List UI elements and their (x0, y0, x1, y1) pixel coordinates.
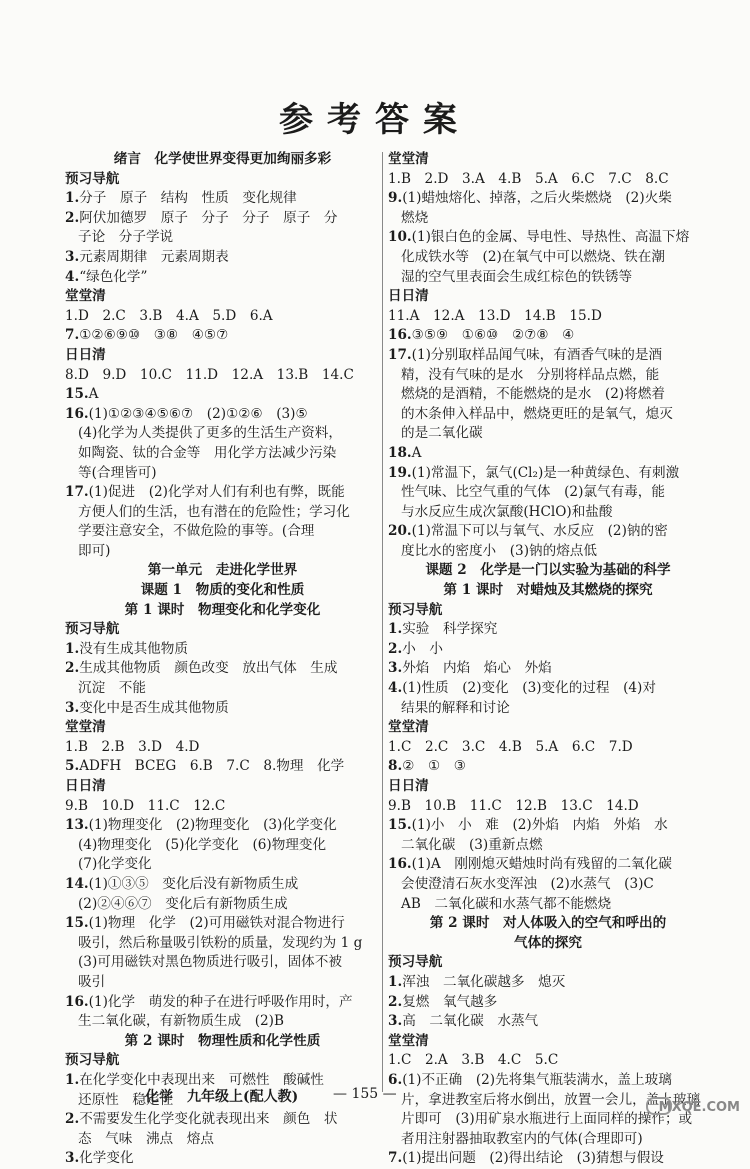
answer-text: (1)①②③④⑤⑥⑦ (2)①②⑥ (3)⑤ (88, 405, 308, 422)
question-number: 15. (65, 915, 89, 932)
answer-text: 第 1 课时 对蜡烛及其燃烧的探究 (443, 582, 653, 599)
answer-text: (1)蜡烛熔化、掉落，之后火柴燃烧 (2)火柴 (402, 190, 672, 207)
answer-text: 燃烧 (401, 209, 429, 226)
page-title: 参考答案 (279, 100, 471, 140)
answer-line (65, 522, 380, 542)
answer-text: (1)促进 (2)化学对人们有利也有弊，既能 (88, 484, 345, 501)
answer-line (65, 659, 380, 679)
answer-text: “绿色化学” (79, 268, 148, 285)
answer-text: 预习导航 (388, 601, 443, 618)
question-number: 2. (65, 660, 80, 677)
question-number: 16. (388, 856, 412, 873)
answer-line (388, 895, 708, 915)
question-number: 17. (388, 346, 412, 363)
question-number: 7. (65, 327, 80, 344)
subsection-label (388, 718, 708, 738)
answer-text: 化成铁水等 (2)在氧气中可以燃烧、铁在潮 (401, 248, 665, 265)
question-number: 4. (388, 680, 403, 697)
question-number: 8. (388, 758, 403, 775)
answer-line (65, 757, 380, 777)
answer-text: 结果的解释和讨论 (401, 699, 510, 716)
answer-text: 8.D 9.D 10.C 11.D 12.A 13.B 14.C (65, 366, 354, 383)
answer-line (65, 738, 380, 758)
answer-text: 湿的空气里表面会生成红棕色的铁锈等 (401, 268, 633, 285)
answer-line (388, 875, 708, 895)
subsection-label (65, 777, 380, 797)
answer-line (65, 1130, 380, 1150)
answer-text: (7)化学变化 (78, 856, 152, 873)
answer-text: 1.B 2.B 3.D 4.D (65, 738, 200, 755)
answer-line (388, 346, 708, 366)
answer-text: 即可) (78, 542, 111, 559)
answer-text: 方便人们的生活，也有潜在的危险性；学习化 (78, 503, 350, 520)
answer-line (65, 934, 380, 954)
answer-line (388, 738, 708, 758)
answer-line (65, 326, 380, 346)
answer-line (388, 659, 708, 679)
answer-line (388, 189, 708, 209)
subsection-label (388, 1032, 708, 1052)
answer-text: 的木条伸入样品中，燃烧更旺的是氧气，熄灭 (401, 405, 673, 422)
answer-text: 堂堂清 (65, 719, 106, 736)
answer-text: 堂堂清 (388, 151, 429, 167)
answer-line (388, 366, 708, 386)
answer-text: 课题 1 物质的变化和性质 (140, 582, 305, 599)
answer-text: 沉淀 不能 (78, 680, 146, 697)
answer-line (65, 797, 380, 817)
answer-line (388, 444, 708, 464)
answer-line (65, 1012, 380, 1032)
answer-text: 预习导航 (65, 170, 120, 187)
answer-text: (4)化学为人类提供了更多的生活生产资料， (78, 425, 342, 442)
answer-text: 态 气味 沸点 熔点 (78, 1130, 214, 1147)
answer-line (388, 405, 708, 425)
answer-text: ADFH BCEG 6.B 7.C 8.物理 化学 (79, 758, 345, 775)
answer-line (65, 385, 380, 405)
question-number: 3. (388, 660, 403, 677)
question-number: 6. (388, 1071, 403, 1088)
question-number: 1. (65, 1071, 80, 1088)
question-number: 20. (388, 523, 412, 540)
answer-line (65, 424, 380, 444)
answer-line (388, 699, 708, 719)
answer-text: 性气味、比空气重的气体 (2)氯气有毒，能 (401, 484, 665, 501)
subsection-label (65, 346, 380, 366)
question-number: 1. (65, 190, 80, 207)
answer-line (388, 1071, 708, 1091)
answer-text: (1)①③⑤ 变化后没有新物质生成 (88, 875, 299, 892)
answer-text: AB 二氧化碳和水蒸气都不能燃烧 (401, 895, 612, 912)
answer-text: 11.A 12.A 13.D 14.B 15.D (388, 307, 602, 324)
question-number: 10. (388, 229, 412, 246)
answer-text: (3)可用磁铁对黑色物质进行吸引，固体不被 (78, 954, 342, 971)
answer-text: 预习导航 (65, 621, 120, 638)
answer-text: 分子 原子 结构 性质 变化规律 (79, 190, 297, 207)
answer-text: (1)常温下，氯气(Cl₂)是一种黄绿色、有刺激 (411, 464, 680, 481)
answer-text: 片，拿进教室后将水倒出，放置一会儿，盖上玻璃 (401, 1091, 701, 1108)
subsection-label (65, 287, 380, 307)
answer-text: (1)提出问题 (2)得出结论 (3)猜想与假设 (402, 1150, 664, 1167)
answer-text: 第一单元 走进化学世界 (147, 562, 298, 579)
subsection-label (388, 150, 708, 170)
answer-text: (1)分别取样品闻气味，有酒香气味的是酒 (411, 346, 663, 363)
answer-text: (4)物理变化 (5)化学变化 (6)物理变化 (78, 836, 327, 853)
question-number: 3. (65, 1150, 80, 1167)
answer-text: (1)小 小 难 (2)外焰 内焰 外焰 水 (411, 817, 668, 834)
answer-line (388, 326, 708, 346)
answer-text: 预习导航 (388, 954, 443, 971)
answer-text: 第 2 课时 对人体吸入的空气和呼出的 (429, 915, 667, 932)
question-number: 17. (65, 484, 89, 501)
answer-text: 精，没有气味的是水 分别将样品点燃，能 (401, 366, 660, 383)
question-number: 1. (65, 640, 80, 657)
answer-text: 子论 分子学说 (78, 229, 174, 246)
answer-line (388, 1012, 708, 1032)
answer-line (388, 503, 708, 523)
question-number: 18. (388, 444, 412, 461)
answer-text: 变化中是否生成其他物质 (79, 699, 229, 716)
answer-line (388, 424, 708, 444)
answer-line (388, 228, 708, 248)
answer-line (388, 385, 708, 405)
answer-line (65, 444, 380, 464)
answer-line (388, 209, 708, 229)
answer-text: (1)常温下可以与氧气、水反应 (2)钠的密 (411, 523, 668, 540)
subsection-label (388, 601, 708, 621)
answer-line (388, 464, 708, 484)
answer-line (65, 1110, 380, 1130)
question-number: 16. (388, 327, 412, 344)
answer-text: 日日清 (388, 288, 429, 305)
question-number: 1. (388, 973, 403, 990)
answer-text: 外焰 内焰 焰心 外焰 (402, 660, 552, 677)
answer-text: 日日清 (65, 778, 106, 794)
section-heading (65, 1032, 380, 1052)
answer-line (388, 640, 708, 660)
section-heading (65, 601, 380, 621)
answer-line (65, 366, 380, 386)
section-heading (388, 561, 708, 581)
answer-line (65, 1149, 380, 1169)
answer-text: 1.D 2.C 3.B 4.A 5.D 6.A (65, 307, 273, 324)
answer-text: 阿伏加德罗 原子 分子 分子 原子 分 (79, 209, 338, 226)
question-number: 16. (65, 993, 89, 1010)
question-number: 3. (65, 248, 80, 265)
answer-line (65, 640, 380, 660)
answer-line (65, 875, 380, 895)
column-divider (382, 152, 383, 1092)
answer-line (65, 405, 380, 425)
right-column (388, 150, 708, 1169)
section-heading (65, 581, 380, 601)
answer-line (65, 973, 380, 993)
section-heading (388, 914, 708, 934)
section-heading (65, 150, 380, 170)
answer-line (65, 189, 380, 209)
answer-text: 片即可 (3)用矿泉水瓶进行上面同样的操作；或 (401, 1111, 693, 1128)
answer-line (388, 483, 708, 503)
question-number: 3. (65, 699, 80, 716)
answer-text: A (88, 386, 99, 403)
answer-line (65, 855, 380, 875)
answer-text: 化学变化 (79, 1150, 134, 1167)
answer-text: (1)物理变化 (2)物理变化 (3)化学变化 (88, 817, 337, 834)
answer-text: 不需要发生化学变化就表现出来 颜色 状 (79, 1111, 338, 1128)
question-number: 5. (65, 758, 80, 775)
answer-text: 1.C 2.A 3.B 4.C 5.C (388, 1052, 559, 1069)
answer-text: 日日清 (65, 346, 106, 363)
answer-text: 9.B 10.D 11.C 12.C (65, 797, 226, 814)
answer-line (388, 620, 708, 640)
answer-text: 吸引 (78, 973, 106, 990)
question-number: 2. (388, 993, 403, 1010)
answer-line (65, 542, 380, 562)
question-number: 14. (65, 875, 89, 892)
answer-line (388, 1051, 708, 1071)
answer-line (65, 307, 380, 327)
question-number: 15. (388, 817, 412, 834)
question-number: 3. (388, 1013, 403, 1030)
answer-text: 元素周期律 元素周期表 (79, 248, 229, 265)
answer-text: 预习导航 (65, 1052, 120, 1069)
answer-text: 浑浊 二氧化碳越多 熄灭 (402, 973, 566, 990)
answer-line (65, 268, 380, 288)
answer-text: ② ① ③ (402, 758, 466, 775)
subsection-label (65, 170, 380, 190)
question-number: 1. (388, 621, 403, 638)
answer-text: 气体的探究 (514, 934, 582, 951)
answer-line (388, 307, 708, 327)
answer-text: 1.C 2.C 3.C 4.B 5.A 6.C 7.D (388, 738, 633, 755)
question-number: 2. (388, 640, 403, 657)
answer-line (65, 503, 380, 523)
answer-line (65, 914, 380, 934)
answer-text: 堂堂清 (388, 719, 429, 736)
answer-text: A (411, 444, 422, 461)
answer-line (388, 1149, 708, 1169)
answer-text: (1)物理 化学 (2)可用磁铁对混合物进行 (88, 915, 345, 932)
answer-text: 者用注射器抽取教室内的气体(合理即可) (401, 1130, 643, 1147)
answer-line (388, 993, 708, 1013)
answer-text: (2)②④⑥⑦ 变化后有新物质生成 (78, 895, 288, 912)
answer-line (388, 268, 708, 288)
answer-line (65, 248, 380, 268)
answer-text: 第 2 课时 物理性质和化学性质 (124, 1032, 321, 1049)
question-number: 2. (65, 1111, 80, 1128)
question-number: 15. (65, 386, 89, 403)
answer-line (388, 248, 708, 268)
answer-text: 9.B 10.B 11.C 12.B 13.C 14.D (388, 797, 639, 814)
answer-text: 第 1 课时 物理变化和化学变化 (124, 601, 321, 618)
question-number: 2. (65, 209, 80, 226)
watermark-corner: MXQE.COM (658, 1100, 740, 1115)
answer-text: 课题 2 化学是一门以实验为基础的科学 (425, 562, 671, 579)
answer-text: 堂堂清 (65, 288, 106, 305)
question-number: 9. (388, 190, 403, 207)
answer-text: 没有生成其他物质 (79, 640, 188, 657)
subsection-label (388, 777, 708, 797)
answer-line (388, 836, 708, 856)
answer-line (388, 522, 708, 542)
answer-line (388, 973, 708, 993)
answer-text: 吸引，然后称量吸引铁粉的质量，发现约为 1 g (78, 934, 363, 951)
left-column (65, 150, 380, 1169)
answer-text: 学要注意安全，不做危险的事等。(合理 (78, 523, 315, 540)
question-number: 19. (388, 464, 412, 481)
answer-text: 的是二氧化碳 (401, 425, 483, 442)
answer-text: 生成其他物质 颜色改变 放出气体 生成 (79, 660, 338, 677)
answer-text: (1)银白色的金属、导电性、导热性、高温下熔 (411, 229, 690, 246)
answer-text: 日日清 (388, 778, 429, 794)
answer-line (65, 699, 380, 719)
answer-text: (1)不正确 (2)先将集气瓶装满水，盖上玻璃 (402, 1071, 672, 1088)
answer-text: 绪言 化学使世界变得更加绚丽多彩 (113, 151, 332, 167)
answer-line (388, 542, 708, 562)
answer-text: 复燃 氧气越多 (402, 993, 498, 1010)
answer-line (65, 464, 380, 484)
subsection-label (65, 1051, 380, 1071)
question-number: 7. (388, 1150, 403, 1167)
section-heading (65, 561, 380, 581)
section-heading (388, 581, 708, 601)
answer-text: (1)A 刚刚熄灭蜡烛时尚有残留的二氧化碳 (411, 856, 672, 873)
answer-text: 1.B 2.D 3.A 4.B 5.A 6.C 7.C 8.C (388, 170, 669, 187)
question-number: 16. (65, 405, 89, 422)
subsection-label (388, 287, 708, 307)
answer-text: 燃烧的是酒精，不能燃烧的是水 (2)将燃着 (401, 386, 665, 403)
answer-text: 还原性 稳定性 (78, 1091, 174, 1108)
answer-line (388, 855, 708, 875)
answer-line (65, 953, 380, 973)
answer-line (65, 209, 380, 229)
subsection-label (65, 718, 380, 738)
question-number: 4. (65, 268, 80, 285)
answer-text: 二氧化碳 (3)重新点燃 (401, 836, 543, 853)
answer-text: (1)化学 萌发的种子在进行呼吸作用时，产 (88, 993, 353, 1010)
answer-line (388, 1130, 708, 1150)
page-number: — 155 — (333, 1086, 397, 1102)
answer-line (65, 483, 380, 503)
question-number: 13. (65, 817, 89, 834)
answer-line (388, 757, 708, 777)
subsection-label (388, 953, 708, 973)
answer-line (65, 895, 380, 915)
answer-text: 实验 科学探究 (402, 621, 498, 638)
answer-text: 堂堂清 (388, 1032, 429, 1049)
answer-text: 如陶瓷、钛的合金等 用化学方法减少污染 (78, 444, 337, 461)
answer-text: 在化学变化中表现出来 可燃性 酸碱性 (79, 1071, 324, 1088)
answer-text: (1)性质 (2)变化 (3)变化的过程 (4)对 (402, 680, 656, 697)
answer-text: ③⑤⑨ ①⑥⑩ ②⑦⑧ ④ (411, 327, 575, 344)
answer-line (388, 797, 708, 817)
answer-text: 高 二氧化碳 水蒸气 (402, 1013, 539, 1030)
answer-line (65, 836, 380, 856)
answer-text: 生二氧化碳，有新物质生成 (2)B (78, 1013, 284, 1030)
answer-line (65, 993, 380, 1013)
answer-text: 与水反应生成次氯酸(HClO)和盐酸 (401, 503, 613, 520)
answer-text: ①②⑥⑨⑩ ③⑧ ④⑤⑦ (79, 327, 229, 344)
answer-text: 度比水的密度小 (3)钠的熔点低 (401, 542, 597, 559)
section-heading (388, 934, 708, 954)
answer-text: 会使澄清石灰水变浑浊 (2)水蒸气 (3)C (401, 875, 654, 892)
answer-line (388, 816, 708, 836)
answer-line (388, 679, 708, 699)
answer-text: 等(合理皆可) (78, 464, 157, 481)
answer-line (388, 170, 708, 190)
answer-line (65, 228, 380, 248)
answer-line (65, 679, 380, 699)
answer-text: 小 小 (402, 640, 443, 657)
subsection-label (65, 620, 380, 640)
answer-line (65, 816, 380, 836)
footer-subject: 化学 九年级上(配人教) (145, 1089, 299, 1105)
